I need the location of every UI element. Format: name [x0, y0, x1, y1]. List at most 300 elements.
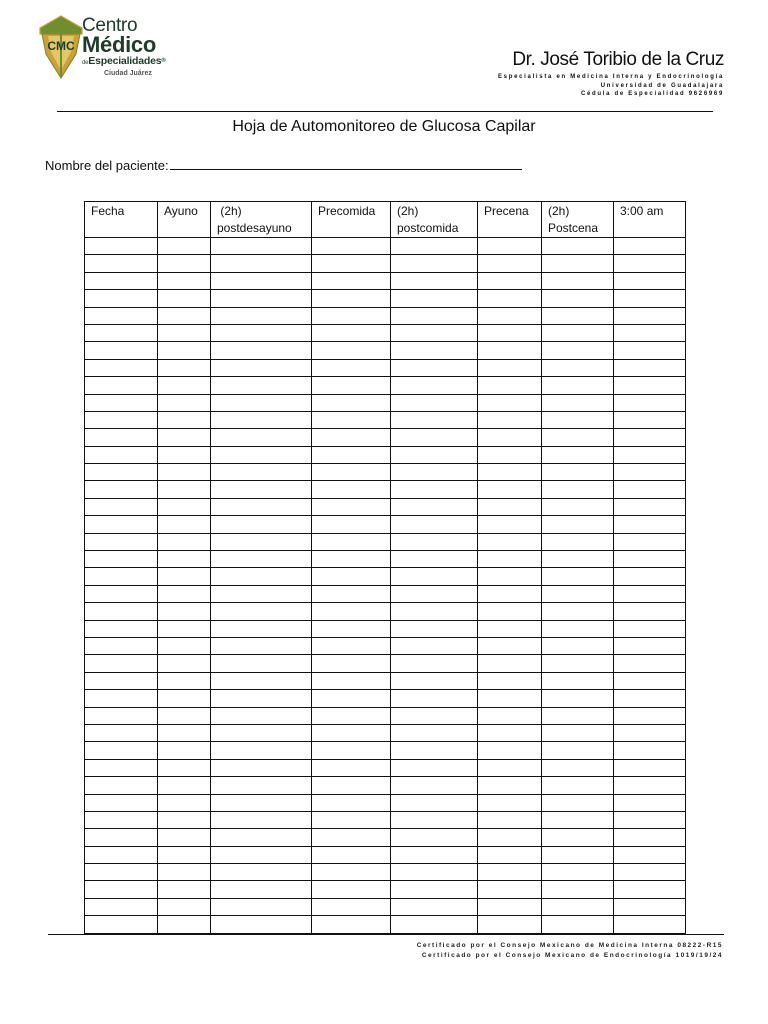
- log-cell[interactable]: [614, 881, 686, 898]
- log-cell[interactable]: [614, 829, 686, 846]
- log-cell[interactable]: [312, 394, 391, 411]
- log-cell[interactable]: [211, 481, 312, 498]
- log-cell[interactable]: [614, 516, 686, 533]
- log-cell[interactable]: [85, 777, 158, 794]
- log-cell[interactable]: [542, 446, 614, 463]
- log-cell[interactable]: [211, 777, 312, 794]
- log-cell[interactable]: [211, 829, 312, 846]
- log-cell[interactable]: [85, 516, 158, 533]
- log-cell[interactable]: [614, 464, 686, 481]
- log-cell[interactable]: [158, 533, 211, 550]
- log-cell[interactable]: [158, 551, 211, 568]
- log-cell[interactable]: [478, 655, 542, 672]
- log-cell[interactable]: [158, 272, 211, 289]
- log-cell[interactable]: [211, 742, 312, 759]
- log-cell[interactable]: [391, 464, 478, 481]
- log-cell[interactable]: [211, 724, 312, 741]
- log-cell[interactable]: [478, 759, 542, 776]
- log-cell[interactable]: [312, 272, 391, 289]
- log-cell[interactable]: [211, 690, 312, 707]
- log-cell[interactable]: [312, 829, 391, 846]
- log-cell[interactable]: [478, 916, 542, 933]
- log-cell[interactable]: [85, 759, 158, 776]
- log-cell[interactable]: [312, 464, 391, 481]
- log-cell[interactable]: [158, 255, 211, 272]
- log-cell[interactable]: [478, 672, 542, 689]
- log-cell[interactable]: [85, 637, 158, 654]
- log-cell[interactable]: [158, 724, 211, 741]
- log-cell[interactable]: [478, 533, 542, 550]
- log-cell[interactable]: [158, 794, 211, 811]
- log-cell[interactable]: [158, 864, 211, 881]
- log-cell[interactable]: [478, 829, 542, 846]
- log-cell[interactable]: [614, 672, 686, 689]
- log-cell[interactable]: [85, 290, 158, 307]
- log-cell[interactable]: [478, 272, 542, 289]
- log-cell[interactable]: [614, 655, 686, 672]
- log-cell[interactable]: [391, 672, 478, 689]
- log-cell[interactable]: [312, 411, 391, 428]
- log-cell[interactable]: [542, 585, 614, 602]
- log-cell[interactable]: [312, 516, 391, 533]
- log-cell[interactable]: [542, 272, 614, 289]
- log-cell[interactable]: [85, 411, 158, 428]
- log-cell[interactable]: [85, 724, 158, 741]
- log-cell[interactable]: [542, 603, 614, 620]
- log-cell[interactable]: [391, 864, 478, 881]
- log-cell[interactable]: [614, 307, 686, 324]
- log-cell[interactable]: [478, 898, 542, 915]
- log-cell[interactable]: [391, 690, 478, 707]
- log-cell[interactable]: [614, 342, 686, 359]
- log-cell[interactable]: [312, 655, 391, 672]
- log-cell[interactable]: [542, 307, 614, 324]
- log-cell[interactable]: [312, 551, 391, 568]
- log-cell[interactable]: [542, 429, 614, 446]
- log-cell[interactable]: [542, 516, 614, 533]
- log-cell[interactable]: [614, 742, 686, 759]
- log-cell[interactable]: [542, 742, 614, 759]
- log-cell[interactable]: [614, 585, 686, 602]
- log-cell[interactable]: [391, 498, 478, 515]
- log-cell[interactable]: [391, 377, 478, 394]
- log-cell[interactable]: [614, 290, 686, 307]
- log-cell[interactable]: [542, 916, 614, 933]
- log-cell[interactable]: [312, 342, 391, 359]
- log-cell[interactable]: [391, 655, 478, 672]
- log-cell[interactable]: [312, 759, 391, 776]
- log-cell[interactable]: [478, 794, 542, 811]
- log-cell[interactable]: [85, 377, 158, 394]
- log-cell[interactable]: [158, 446, 211, 463]
- log-cell[interactable]: [542, 759, 614, 776]
- log-cell[interactable]: [478, 411, 542, 428]
- log-cell[interactable]: [211, 377, 312, 394]
- log-cell[interactable]: [85, 742, 158, 759]
- log-cell[interactable]: [614, 777, 686, 794]
- log-cell[interactable]: [85, 324, 158, 341]
- log-cell[interactable]: [542, 568, 614, 585]
- log-cell[interactable]: [478, 255, 542, 272]
- log-cell[interactable]: [85, 672, 158, 689]
- log-cell[interactable]: [542, 655, 614, 672]
- log-cell[interactable]: [312, 533, 391, 550]
- log-cell[interactable]: [312, 742, 391, 759]
- log-cell[interactable]: [158, 655, 211, 672]
- log-cell[interactable]: [158, 846, 211, 863]
- log-cell[interactable]: [391, 898, 478, 915]
- log-cell[interactable]: [312, 481, 391, 498]
- log-cell[interactable]: [211, 290, 312, 307]
- log-cell[interactable]: [478, 742, 542, 759]
- log-cell[interactable]: [542, 238, 614, 255]
- log-cell[interactable]: [85, 846, 158, 863]
- log-cell[interactable]: [85, 794, 158, 811]
- log-cell[interactable]: [312, 690, 391, 707]
- log-cell[interactable]: [391, 290, 478, 307]
- log-cell[interactable]: [211, 498, 312, 515]
- log-cell[interactable]: [158, 881, 211, 898]
- log-cell[interactable]: [85, 690, 158, 707]
- log-cell[interactable]: [312, 307, 391, 324]
- log-cell[interactable]: [211, 864, 312, 881]
- log-cell[interactable]: [391, 637, 478, 654]
- log-cell[interactable]: [158, 498, 211, 515]
- log-cell[interactable]: [391, 238, 478, 255]
- log-cell[interactable]: [312, 864, 391, 881]
- log-cell[interactable]: [391, 446, 478, 463]
- log-cell[interactable]: [614, 846, 686, 863]
- log-cell[interactable]: [158, 672, 211, 689]
- log-cell[interactable]: [211, 585, 312, 602]
- log-cell[interactable]: [211, 394, 312, 411]
- patient-name-blank[interactable]: [170, 157, 522, 170]
- log-cell[interactable]: [85, 394, 158, 411]
- log-cell[interactable]: [542, 811, 614, 828]
- log-cell[interactable]: [211, 916, 312, 933]
- log-cell[interactable]: [614, 255, 686, 272]
- log-cell[interactable]: [312, 916, 391, 933]
- log-cell[interactable]: [478, 551, 542, 568]
- log-cell[interactable]: [614, 533, 686, 550]
- log-cell[interactable]: [614, 568, 686, 585]
- log-cell[interactable]: [85, 498, 158, 515]
- log-cell[interactable]: [158, 898, 211, 915]
- log-cell[interactable]: [158, 829, 211, 846]
- log-cell[interactable]: [542, 342, 614, 359]
- log-cell[interactable]: [614, 446, 686, 463]
- log-cell[interactable]: [542, 411, 614, 428]
- log-cell[interactable]: [211, 307, 312, 324]
- log-cell[interactable]: [614, 898, 686, 915]
- log-cell[interactable]: [312, 724, 391, 741]
- log-cell[interactable]: [85, 864, 158, 881]
- log-cell[interactable]: [211, 568, 312, 585]
- log-cell[interactable]: [85, 881, 158, 898]
- log-cell[interactable]: [158, 290, 211, 307]
- log-cell[interactable]: [542, 829, 614, 846]
- log-cell[interactable]: [542, 394, 614, 411]
- log-cell[interactable]: [211, 898, 312, 915]
- log-cell[interactable]: [478, 777, 542, 794]
- log-cell[interactable]: [85, 898, 158, 915]
- patient-name-field[interactable]: [45, 157, 522, 173]
- log-cell[interactable]: [542, 481, 614, 498]
- log-cell[interactable]: [478, 342, 542, 359]
- log-cell[interactable]: [478, 846, 542, 863]
- log-cell[interactable]: [85, 342, 158, 359]
- log-cell[interactable]: [211, 446, 312, 463]
- log-cell[interactable]: [312, 672, 391, 689]
- log-cell[interactable]: [158, 307, 211, 324]
- log-cell[interactable]: [158, 516, 211, 533]
- log-cell[interactable]: [211, 794, 312, 811]
- log-cell[interactable]: [542, 690, 614, 707]
- log-cell[interactable]: [614, 498, 686, 515]
- log-cell[interactable]: [478, 724, 542, 741]
- log-cell[interactable]: [391, 568, 478, 585]
- log-cell[interactable]: [312, 881, 391, 898]
- log-cell[interactable]: [312, 359, 391, 376]
- log-cell[interactable]: [85, 481, 158, 498]
- log-cell[interactable]: [312, 238, 391, 255]
- log-cell[interactable]: [85, 916, 158, 933]
- log-cell[interactable]: [478, 585, 542, 602]
- log-cell[interactable]: [312, 603, 391, 620]
- log-cell[interactable]: [614, 603, 686, 620]
- log-cell[interactable]: [312, 777, 391, 794]
- log-cell[interactable]: [391, 516, 478, 533]
- log-cell[interactable]: [391, 342, 478, 359]
- log-cell[interactable]: [542, 551, 614, 568]
- log-cell[interactable]: [211, 655, 312, 672]
- log-cell[interactable]: [542, 724, 614, 741]
- log-cell[interactable]: [312, 898, 391, 915]
- log-cell[interactable]: [614, 359, 686, 376]
- log-cell[interactable]: [391, 777, 478, 794]
- log-cell[interactable]: [391, 811, 478, 828]
- log-cell[interactable]: [542, 777, 614, 794]
- log-cell[interactable]: [85, 359, 158, 376]
- log-cell[interactable]: [614, 811, 686, 828]
- log-cell[interactable]: [478, 290, 542, 307]
- log-cell[interactable]: [312, 290, 391, 307]
- log-cell[interactable]: [478, 707, 542, 724]
- log-cell[interactable]: [211, 811, 312, 828]
- log-cell[interactable]: [478, 324, 542, 341]
- log-cell[interactable]: [478, 690, 542, 707]
- log-cell[interactable]: [614, 864, 686, 881]
- log-cell[interactable]: [542, 637, 614, 654]
- log-cell[interactable]: [391, 881, 478, 898]
- log-cell[interactable]: [312, 568, 391, 585]
- log-cell[interactable]: [211, 759, 312, 776]
- log-cell[interactable]: [542, 255, 614, 272]
- log-cell[interactable]: [391, 359, 478, 376]
- log-cell[interactable]: [478, 377, 542, 394]
- log-cell[interactable]: [478, 238, 542, 255]
- log-cell[interactable]: [391, 603, 478, 620]
- log-cell[interactable]: [614, 759, 686, 776]
- log-cell[interactable]: [478, 864, 542, 881]
- log-cell[interactable]: [614, 724, 686, 741]
- log-cell[interactable]: [614, 690, 686, 707]
- log-cell[interactable]: [158, 585, 211, 602]
- log-cell[interactable]: [312, 429, 391, 446]
- log-cell[interactable]: [158, 238, 211, 255]
- log-cell[interactable]: [391, 307, 478, 324]
- log-cell[interactable]: [614, 794, 686, 811]
- log-cell[interactable]: [312, 377, 391, 394]
- log-cell[interactable]: [478, 394, 542, 411]
- log-cell[interactable]: [158, 811, 211, 828]
- log-cell[interactable]: [312, 255, 391, 272]
- log-cell[interactable]: [158, 568, 211, 585]
- log-cell[interactable]: [211, 238, 312, 255]
- log-cell[interactable]: [478, 446, 542, 463]
- log-cell[interactable]: [211, 272, 312, 289]
- log-cell[interactable]: [391, 394, 478, 411]
- log-cell[interactable]: [85, 272, 158, 289]
- log-cell[interactable]: [542, 672, 614, 689]
- log-cell[interactable]: [542, 359, 614, 376]
- log-cell[interactable]: [614, 707, 686, 724]
- log-cell[interactable]: [312, 637, 391, 654]
- log-cell[interactable]: [211, 411, 312, 428]
- log-cell[interactable]: [85, 464, 158, 481]
- log-cell[interactable]: [478, 464, 542, 481]
- log-cell[interactable]: [542, 324, 614, 341]
- log-cell[interactable]: [211, 637, 312, 654]
- log-cell[interactable]: [614, 238, 686, 255]
- log-cell[interactable]: [85, 707, 158, 724]
- log-cell[interactable]: [614, 324, 686, 341]
- log-cell[interactable]: [391, 551, 478, 568]
- log-cell[interactable]: [478, 568, 542, 585]
- log-cell[interactable]: [391, 916, 478, 933]
- log-cell[interactable]: [312, 707, 391, 724]
- log-cell[interactable]: [85, 307, 158, 324]
- log-cell[interactable]: [478, 620, 542, 637]
- log-cell[interactable]: [542, 498, 614, 515]
- log-cell[interactable]: [85, 811, 158, 828]
- log-cell[interactable]: [478, 359, 542, 376]
- log-cell[interactable]: [391, 411, 478, 428]
- log-cell[interactable]: [312, 794, 391, 811]
- log-cell[interactable]: [211, 516, 312, 533]
- log-cell[interactable]: [312, 585, 391, 602]
- log-cell[interactable]: [211, 603, 312, 620]
- log-cell[interactable]: [158, 377, 211, 394]
- log-cell[interactable]: [158, 707, 211, 724]
- log-cell[interactable]: [85, 255, 158, 272]
- log-cell[interactable]: [542, 377, 614, 394]
- log-cell[interactable]: [158, 411, 211, 428]
- log-cell[interactable]: [478, 516, 542, 533]
- log-cell[interactable]: [85, 620, 158, 637]
- log-cell[interactable]: [614, 411, 686, 428]
- log-cell[interactable]: [158, 759, 211, 776]
- log-cell[interactable]: [211, 255, 312, 272]
- log-cell[interactable]: [158, 464, 211, 481]
- log-cell[interactable]: [312, 846, 391, 863]
- log-cell[interactable]: [312, 620, 391, 637]
- log-cell[interactable]: [158, 637, 211, 654]
- log-cell[interactable]: [614, 394, 686, 411]
- log-cell[interactable]: [312, 811, 391, 828]
- log-cell[interactable]: [158, 620, 211, 637]
- log-cell[interactable]: [542, 533, 614, 550]
- log-cell[interactable]: [211, 324, 312, 341]
- log-cell[interactable]: [158, 603, 211, 620]
- log-cell[interactable]: [542, 707, 614, 724]
- log-cell[interactable]: [158, 777, 211, 794]
- log-cell[interactable]: [312, 446, 391, 463]
- log-cell[interactable]: [85, 585, 158, 602]
- log-cell[interactable]: [158, 481, 211, 498]
- log-cell[interactable]: [85, 446, 158, 463]
- log-cell[interactable]: [391, 533, 478, 550]
- log-cell[interactable]: [85, 533, 158, 550]
- log-cell[interactable]: [85, 568, 158, 585]
- log-cell[interactable]: [158, 394, 211, 411]
- log-cell[interactable]: [478, 603, 542, 620]
- log-cell[interactable]: [158, 359, 211, 376]
- log-cell[interactable]: [158, 429, 211, 446]
- log-cell[interactable]: [391, 846, 478, 863]
- log-cell[interactable]: [211, 551, 312, 568]
- log-cell[interactable]: [391, 742, 478, 759]
- log-cell[interactable]: [478, 498, 542, 515]
- log-cell[interactable]: [211, 620, 312, 637]
- log-cell[interactable]: [614, 916, 686, 933]
- log-cell[interactable]: [542, 290, 614, 307]
- log-cell[interactable]: [85, 829, 158, 846]
- log-cell[interactable]: [542, 881, 614, 898]
- log-cell[interactable]: [614, 429, 686, 446]
- log-cell[interactable]: [158, 324, 211, 341]
- log-cell[interactable]: [85, 655, 158, 672]
- log-cell[interactable]: [85, 429, 158, 446]
- log-cell[interactable]: [542, 864, 614, 881]
- log-cell[interactable]: [211, 672, 312, 689]
- log-cell[interactable]: [211, 429, 312, 446]
- log-cell[interactable]: [391, 759, 478, 776]
- log-cell[interactable]: [391, 829, 478, 846]
- log-cell[interactable]: [542, 898, 614, 915]
- log-cell[interactable]: [312, 324, 391, 341]
- log-cell[interactable]: [614, 637, 686, 654]
- log-cell[interactable]: [391, 481, 478, 498]
- log-cell[interactable]: [614, 272, 686, 289]
- log-cell[interactable]: [211, 342, 312, 359]
- log-cell[interactable]: [391, 255, 478, 272]
- log-cell[interactable]: [211, 707, 312, 724]
- log-cell[interactable]: [391, 272, 478, 289]
- log-cell[interactable]: [391, 794, 478, 811]
- log-cell[interactable]: [614, 481, 686, 498]
- log-cell[interactable]: [478, 811, 542, 828]
- log-cell[interactable]: [211, 881, 312, 898]
- log-cell[interactable]: [312, 498, 391, 515]
- log-cell[interactable]: [211, 464, 312, 481]
- log-cell[interactable]: [158, 342, 211, 359]
- log-cell[interactable]: [211, 359, 312, 376]
- log-cell[interactable]: [614, 377, 686, 394]
- log-cell[interactable]: [614, 551, 686, 568]
- log-cell[interactable]: [391, 585, 478, 602]
- log-cell[interactable]: [542, 794, 614, 811]
